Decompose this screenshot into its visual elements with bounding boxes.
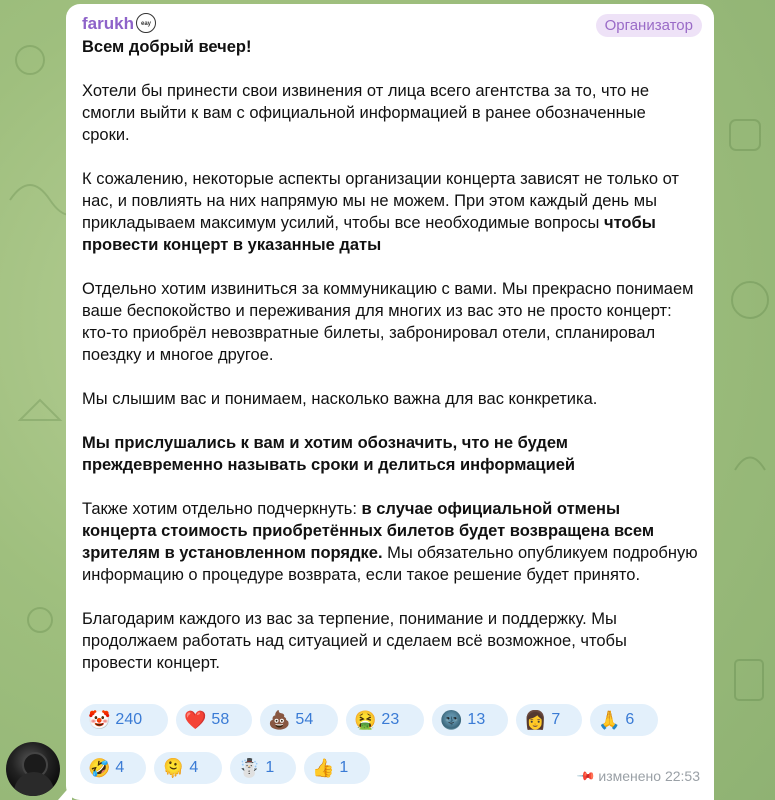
paragraph-apology: Хотели бы принести свои извинения от лица всего агентства за то, что не смогли выйти к вам с официальной информацией в ранее обозначенные сроки.: [82, 82, 650, 144]
message-text: [82, 36, 698, 696]
reaction-rofl[interactable]: [80, 752, 146, 784]
paragraph-communication: Отдельно хотим извиниться за коммуникацию с вами. Мы прекрасно понимаем ваше беспокойство и переживания для многих из вас это не просто концерт: кто-то приобрёл невозвратные билеты, забронировал отели, спланировал поездку и многое другое.: [82, 280, 694, 364]
avatar[interactable]: [6, 742, 60, 796]
paragraph-aspects-bold: чтобы провести концерт в указанные даты: [82, 214, 656, 254]
paragraph-understand: Мы слышим вас и понимаем, насколько важна для вас конкретика.: [82, 390, 598, 408]
reaction-heart[interactable]: [176, 704, 252, 736]
clown-emoji-icon: 🤡: [88, 709, 111, 730]
heart-emoji-icon: ❤️: [184, 709, 207, 730]
sticker-emoji-icon: 👩: [524, 709, 547, 730]
paragraph-refund-bold: в случае официальной отмены концерта стоимость приобретённых билетов будет возвращена всем зрителям в установленном порядке.: [82, 500, 655, 562]
reaction-count: 6: [625, 711, 635, 728]
reaction-snowman[interactable]: [230, 752, 296, 784]
pray-emoji-icon: 🙏: [598, 709, 621, 730]
reaction-count: 54: [295, 711, 314, 728]
thumbs-up-emoji-icon: 👍: [312, 757, 335, 778]
paragraph-announcement-bold: Мы прислушались к вам и хотим обозначить, что не будем преждевременно называть сроки и делиться информацией: [82, 434, 576, 474]
snowman-emoji-icon: ☃️: [238, 757, 261, 778]
reaction-count: 4: [115, 759, 125, 776]
paragraph-refund-tail: Мы обязательно опубликуем подробную информацию о процедуре возврата, если такое решение будет принято.: [82, 544, 698, 584]
reaction-sticker[interactable]: [516, 704, 582, 736]
reaction-thumbs-up[interactable]: [304, 752, 370, 784]
message-bubble[interactable]: [66, 4, 714, 800]
edited-label: изменено: [598, 768, 662, 784]
reaction-count: 1: [339, 759, 349, 776]
role-badge: Организатор: [596, 14, 702, 37]
moon-face-emoji-icon: 🌚: [440, 709, 463, 730]
message-meta: [576, 765, 700, 787]
reaction-poop[interactable]: [260, 704, 338, 736]
reaction-count: 58: [211, 711, 230, 728]
pin-icon: 📌: [576, 765, 598, 787]
message-time: 22:53: [664, 768, 700, 784]
sender-badge-icon: eay: [136, 13, 156, 33]
reaction-vomit[interactable]: [346, 704, 424, 736]
reaction-moon[interactable]: [432, 704, 508, 736]
reaction-pray[interactable]: [590, 704, 658, 736]
avatar-body-shape: [14, 772, 54, 796]
paragraph-refund-lead: Также хотим отдельно подчеркнуть:: [82, 500, 362, 518]
reaction-count: 4: [189, 759, 199, 776]
paragraph-aspects-text: К сожалению, некоторые аспекты организации концерта зависят не только от нас, и повлиять на них напрямую мы не можем. При этом каждый день мы прикладываем максимум усилий, чтобы все необходимые вопросы: [82, 170, 679, 232]
reaction-count: 1: [265, 759, 275, 776]
melting-face-emoji-icon: 🫠: [162, 757, 185, 778]
sender-name[interactable]: farukh: [82, 14, 134, 33]
reaction-melting[interactable]: [154, 752, 222, 784]
vomit-emoji-icon: 🤮: [354, 709, 377, 730]
paragraph-refund: [82, 498, 698, 586]
paragraph-thanks: Благодарим каждого из вас за терпение, понимание и поддержку. Мы продолжаем работать над ситуацией и сделаем всё возможное, чтобы провести концерт.: [82, 610, 627, 672]
poop-emoji-icon: 💩: [268, 709, 291, 730]
reaction-count: 240: [115, 711, 143, 728]
greeting: Всем добрый вечер!: [82, 38, 252, 56]
reaction-count: 13: [467, 711, 486, 728]
reaction-count: 7: [551, 711, 561, 728]
paragraph-aspects: [82, 168, 698, 256]
reaction-count: 23: [381, 711, 400, 728]
reaction-clown[interactable]: [80, 704, 168, 736]
rofl-emoji-icon: 🤣: [88, 757, 111, 778]
